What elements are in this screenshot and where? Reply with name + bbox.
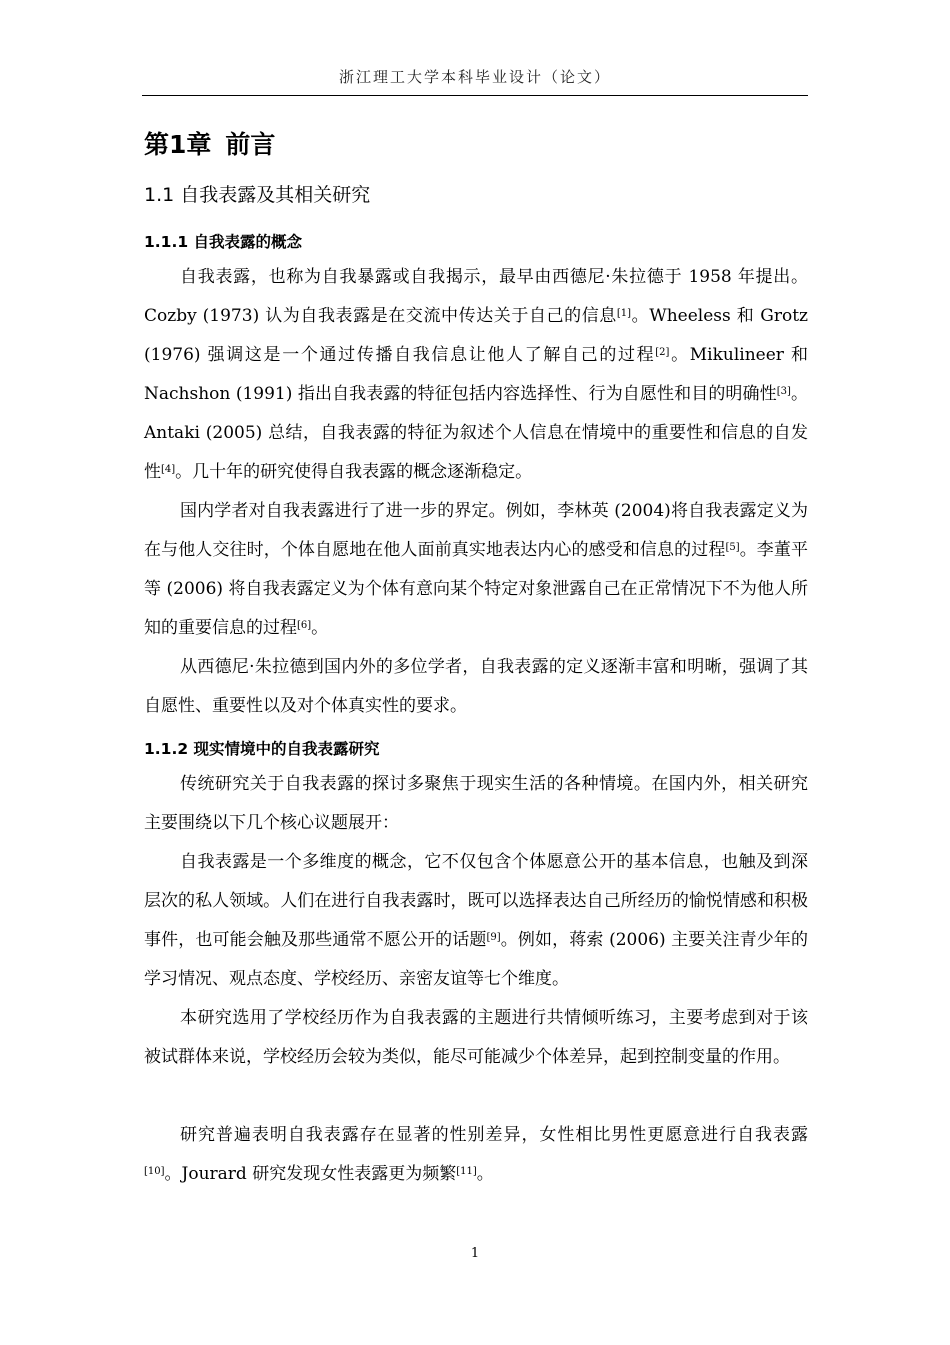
page-number: 1 [470, 1246, 480, 1261]
citation-10: [10] [144, 1166, 165, 1177]
subsection-heading-1-1-1: 1.1.1 自我表露的概念 [144, 233, 303, 251]
citation-2: [2] [655, 347, 670, 358]
subsection-heading-1-1-2: 1.1.2 现实情境中的自我表露研究 [144, 740, 380, 758]
citation-11: [11] [456, 1166, 477, 1177]
chapter-heading [144, 125, 275, 161]
paragraph-5: 自我表露是一个多维度的概念，它不仅包含个体愿意公开的基本信息，也触及到深层次的私人领域。人们在进行自我表露时，既可以选择表达自己所经历的愉悦情感和积极事件，也可能会触及那些通常不愿公开的话题[9]。例如，蒋索 (2006) 主要关注青少年的学习情况、观点态度、学校经历、亲密友谊等七个维度。 [144, 852, 809, 989]
paragraph-7: 研究普遍表明自我表露存在显著的性别差异，女性相比男性更愿意进行自我表露[10]。Jourard 研究发现女性表露更为频繁[11]。 [144, 1125, 808, 1184]
citation-5: [5] [725, 542, 740, 553]
paragraph-2: 国内学者对自我表露进行了进一步的界定。例如，李林英 (2004)将自我表露定义为在与他人交往时，个体自愿地在他人面前真实地表达内心的感受和信息的过程[5]。李董平等 (2006) 将自我表露定义为个体有意向某个特定对象泄露自己在正常情况下不为他人所知的重要信息的过程[6]。 [144, 501, 809, 638]
section-heading-1-1: 1.1 自我表露及其相关研究 [144, 184, 371, 206]
chapter-number: 第1章 [144, 130, 212, 159]
header-rule [142, 95, 808, 96]
citation-4: [4] [161, 464, 176, 475]
running-header: 浙江理工大学本科毕业设计（论文） [338, 68, 611, 86]
paragraph-6: 本研究选用了学校经历作为自我表露的主题进行共情倾听练习，主要考虑到对于该被试群体来说，学校经历会较为类似，能尽可能减少个体差异，起到控制变量的作用。 [144, 1008, 808, 1067]
citation-9: [9] [486, 932, 501, 943]
paragraph-1: 自我表露，也称为自我暴露或自我揭示，最早由西德尼·朱拉德于 1958 年提出。Cozby (1973) 认为自我表露是在交流中传达关于自己的信息[1]。Wheeless 和 Grotz (1976) 强调这是一个通过传播自我信息让他人了解自己的过程[2]。Mikulineer 和 Nachshon (1991) 指出自我表露的特征包括内容选择性、行为自愿性和目的明确性[3]。Antaki (2005) 总结，自我表露的特征为叙述个人信息在情境中的重要性和信息的自发性[4]。几十年的研究使得自我表露的概念逐渐稳定。 [144, 267, 809, 482]
citation-3: [3] [776, 386, 791, 397]
citation-6: [6] [297, 620, 312, 631]
paragraph-4: 传统研究关于自我表露的探讨多聚焦于现实生活的各种情境。在国内外，相关研究主要围绕以下几个核心议题展开： [144, 774, 808, 833]
chapter-title: 前言 [225, 130, 276, 159]
paragraph-3: 从西德尼·朱拉德到国内外的多位学者，自我表露的定义逐渐丰富和明晰，强调了其自愿性、重要性以及对个体真实性的要求。 [144, 657, 808, 716]
citation-1: [1] [616, 308, 632, 319]
